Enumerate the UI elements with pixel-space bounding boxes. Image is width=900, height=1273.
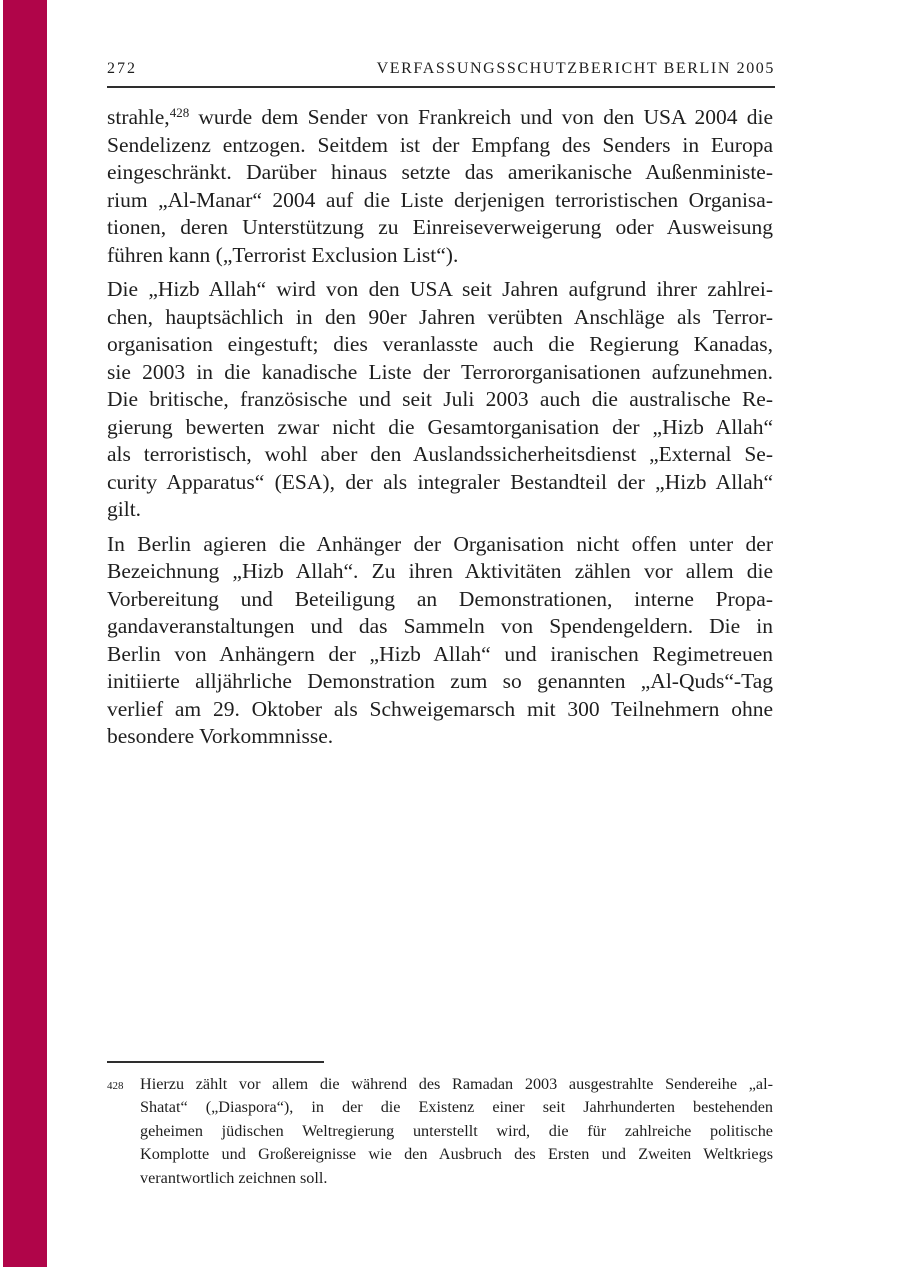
text-line: Berlin von Anhängern der „Hizb Allah“ und iranischen Regimetreuen <box>107 641 773 666</box>
footnote-body <box>107 1073 773 1190</box>
page-header <box>107 58 775 88</box>
text-line: initiierte alljährliche Demonstration zum so genannten „Al-Quds“-Tag <box>107 669 773 693</box>
footnote-separator-rule <box>107 1061 324 1063</box>
text-segment: strahle, <box>107 105 170 129</box>
text-line: Komplotte und Großereignisse wie den Ausbruch des Ersten und Zweiten Weltkriegs <box>140 1145 773 1164</box>
text-line: verantwortlich zeichnen soll. <box>140 1168 328 1187</box>
text-line: rium „Al-Manar“ 2004 auf die Liste derjenigen terroristischen Organisa- <box>107 187 773 212</box>
text-line: geheimen jüdischen Weltregierung unterstellt wird, die für zahlreiche politische <box>140 1121 773 1140</box>
text-line: Bezeichnung „Hizb Allah“. Zu ihren Aktivitäten zählen vor allem die <box>107 559 773 583</box>
text-line: Vorbereitung und Beteiligung an Demonstrationen, interne Propa- <box>107 586 773 611</box>
text-line: als terroristisch, wohl aber den Auslandssicherheitsdienst „External Se- <box>107 442 773 466</box>
footnote-text <box>140 1073 773 1190</box>
text-line: gandaveranstaltungen und das Sammeln von Spendengeldern. Die in <box>107 614 773 638</box>
text-line: curity Apparatus“ (ESA), der als integraler Bestandteil der „Hizb Allah“ <box>107 469 773 494</box>
text-line: Hierzu zählt vor allem die während des Ramadan 2003 ausgestrahlte Sendereihe „al- <box>140 1075 773 1093</box>
text-line: besondere Vorkommnisse. <box>107 724 334 748</box>
paragraph <box>107 276 773 524</box>
text-line: Shatat“ („Diaspora“), in der die Existenz einer seit Jahrhunderten bestehenden <box>140 1098 773 1117</box>
text-line: gierung bewerten zwar nicht die Gesamtorganisation der „Hizb Allah“ <box>107 414 773 439</box>
footnote-reference: 428 <box>169 105 190 120</box>
text-line: organisation eingestuft; dies veranlasste auch die Regierung Kanadas, <box>107 332 773 356</box>
text-line: tionen, deren Unterstützung zu Einreiseverweigerung oder Ausweisung <box>107 215 773 239</box>
text-line: sie 2003 in die kanadische Liste der Terrororganisationen aufzunehmen. <box>107 359 773 384</box>
text-line: Die britische, französische und seit Juli 2003 auch die australische Re- <box>107 387 773 411</box>
text-line: gilt. <box>107 497 142 521</box>
page-edge-accent-bar <box>3 0 47 1267</box>
text-line: verlief am 29. Oktober als Schweigemarsch mit 300 Teilnehmern ohne <box>107 696 773 721</box>
text-segment: wurde dem Sender von Frankreich und von den USA 2004 die <box>189 105 773 129</box>
text-line: In Berlin agieren die Anhänger der Organisation nicht offen unter der <box>107 531 773 556</box>
footnote-section <box>107 1061 773 1190</box>
body-text <box>107 104 773 751</box>
paragraph <box>107 104 773 269</box>
text-line: eingeschränkt. Darüber hinaus setzte das amerikanische Außenministe- <box>107 160 773 184</box>
text-line <box>107 104 773 132</box>
text-line: führen kann („Terrorist Exclusion List“). <box>107 242 459 267</box>
running-header-title: VERFASSUNGSSCHUTZBERICHT BERLIN 2005 <box>376 60 775 77</box>
footnote-marker: 428 <box>107 1080 124 1092</box>
text-line: Sendelizenz entzogen. Seitdem ist der Empfang des Senders in Europa <box>107 132 773 157</box>
text-line: Die „Hizb Allah“ wird von den USA seit Jahren aufgrund ihrer zahlrei- <box>107 277 773 301</box>
page-number: 272 <box>107 60 137 77</box>
paragraph <box>107 531 773 751</box>
text-line: chen, hauptsächlich in den 90er Jahren verübten Anschläge als Terror- <box>107 304 773 329</box>
